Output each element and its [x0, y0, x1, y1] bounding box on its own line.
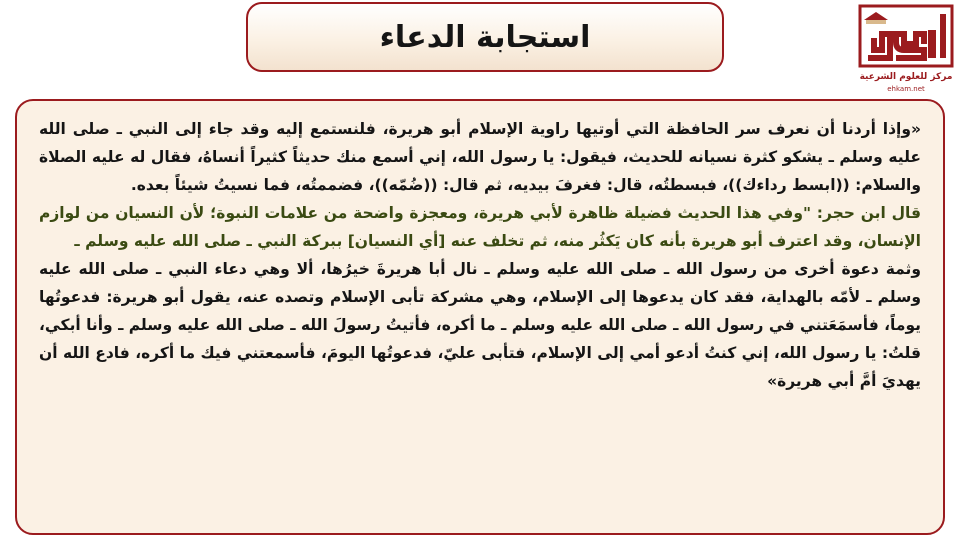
brand-logo — [856, 4, 956, 96]
logo-mark-icon — [856, 4, 956, 70]
content-panel — [15, 99, 945, 535]
paragraph-mother-dua: وثمة دعوة أخرى من رسول الله ـ صلى الله عليه وسلم ـ نال أبا هريرةَ خيرُها، ألا وهي دعاء النبي ـ صلى الله عليه وسلم ـ لأمّه بالهداية، فقد كان يدعوها إلى الإسلام، وهي مشركة تأبى الإسلام وتصده عنه، يقول أبو هريرة: فدعوتُها يوماً، فأسمَعَتني في رسول الله ـ صلى الله عليه وسلم ـ ما أكره، فأتيتُ رسولَ الله ـ صلى الله عليه وسلم ـ وأنا أبكي، قلتُ: يا رسول الله، إني كنتُ أدعو أمي إلى الإسلام، فتأبى عليّ، فدعوتُها اليومَ، فأسمعتني فيك ما أكره، فادع الله أن يهديَ أمَّ أبي هريرة» — [38, 260, 921, 390]
paragraph-hadith: «وإذا أردنا أن نعرف سر الحافظة التي أوتيها راوية الإسلام أبو هريرة، فلنستمع إليه وقد جاء إلى النبي ـ صلى الله عليه وسلم ـ يشكو كثرة نسيانه للحديث، فيقول: يا رسول الله، إني أسمع منك حديثاً كثيراً أنساهُ، فقال له عليه الصلاة والسلام: ((ابسط رداءك))، فبسطتُه، قال: فغرفَ بيديه، ثم قال: ((ضُمّه))، فضممتُه، فما نسيتُ شيئاً بعده. — [39, 120, 921, 194]
title-banner — [246, 2, 724, 72]
logo-subtitle: مركز للعلوم الشرعية — [859, 72, 953, 82]
logo-url: ehkam.net — [887, 85, 925, 93]
paragraph-ibn-hajar: قال ابن حجر: "وفي هذا الحديث فضيلة ظاهرة لأبي هريرة، ومعجزة واضحة من علامات النبوة؛ لأن النسيان من لوازم الإنسان، وقد اعترف أبو هريرة بأنه كان يَكثُر منه، ثم تخلف عنه [أي النسيان] ببركة النبي ـ صلى الله عليه وسلم ـ — [39, 204, 921, 250]
page-title: استجابة الدعاء — [379, 19, 591, 55]
